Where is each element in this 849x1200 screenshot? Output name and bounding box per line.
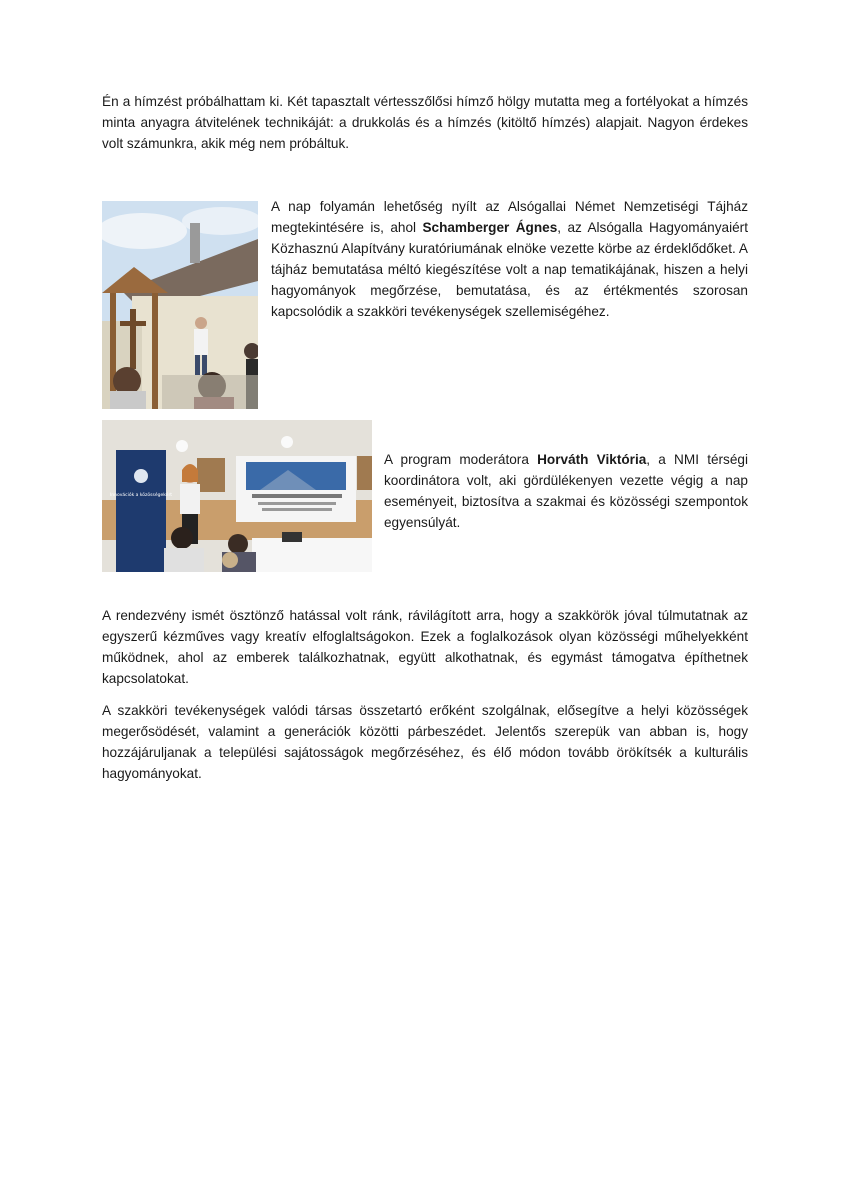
paragraph-moderator [384,449,748,533]
paragraph-museum-visit-text: A nap folyamán lehetőség nyílt az Alsógallai Német Nemzetiségi Tájház megtekintésére is, ahol [271,199,748,235]
host-name: Schamberger Ágnes [422,220,558,235]
paragraph-moderator-text: A program moderátora [384,452,538,467]
photo-museum-courtyard [102,201,258,409]
paragraph-embroidery: Én a hímzést próbálhattam ki. Két tapasztalt vértesszőlősi hímző hölgy mutatta meg a fortélyokat a hímzés minta anyagra átvitelének technikáját: a drukkolás és a hímzés (kitöltő hímzés) alapjait. Nagyon érdekes volt számunkra, akik még nem próbáltuk. [102,94,748,151]
paragraph-community: A szakköri tevékenységek valódi társas összetartó erőként szolgálnak, elősegítve a helyi közösségek megerősödését, valamint a generációk közötti párbeszédet. Jelentős szerepük van abban is, hogy hozzájáruljanak a települési sajátosságok megőrzéséhez, és élő módon tovább örökítsék a kulturális hagyományokat. [102,703,748,781]
paragraph-museum-visit-text-end: , az Alsógalla Hagyományaiért Közhasznú Alapítvány kuratóriumának elnöke vezette körbe az érdeklődőket. A tájház bemutatása méltó kiegészítése volt a nap tematikájának, hiszen a helyi hagyományok megőrzése, bemutatása, és az értékmentés szorosan kapcsolódik a szakköri tevékenységek szellemiségéhez. [271,220,748,319]
moderator-name: Horváth Viktória [537,452,647,467]
photo-presentation-room [102,420,372,572]
paragraph-impact: A rendezvény ismét ösztönző hatással volt ránk, rávilágított arra, hogy a szakkörök jóval túlmutatnak az egyszerű kézműves vagy kreatív elfoglaltságokon. Ezek a foglalkozások olyan közösségi műhelyekként működnek, ahol az emberek találkozhatnak, együtt alkothatnak, és egymást támogatva építhetnek kapcsolatokat. [102,608,748,686]
banner-slogan: Innovációk a közösségekért [109,493,173,498]
paragraph-museum-visit [271,196,748,322]
paragraph-moderator-text-end: , a NMI térségi koordinátora volt, aki gördülékenyen vezette végig a nap eseményeit, biztosítva a szakmai és közösségi szempontok egyensúlyát. [384,452,748,530]
